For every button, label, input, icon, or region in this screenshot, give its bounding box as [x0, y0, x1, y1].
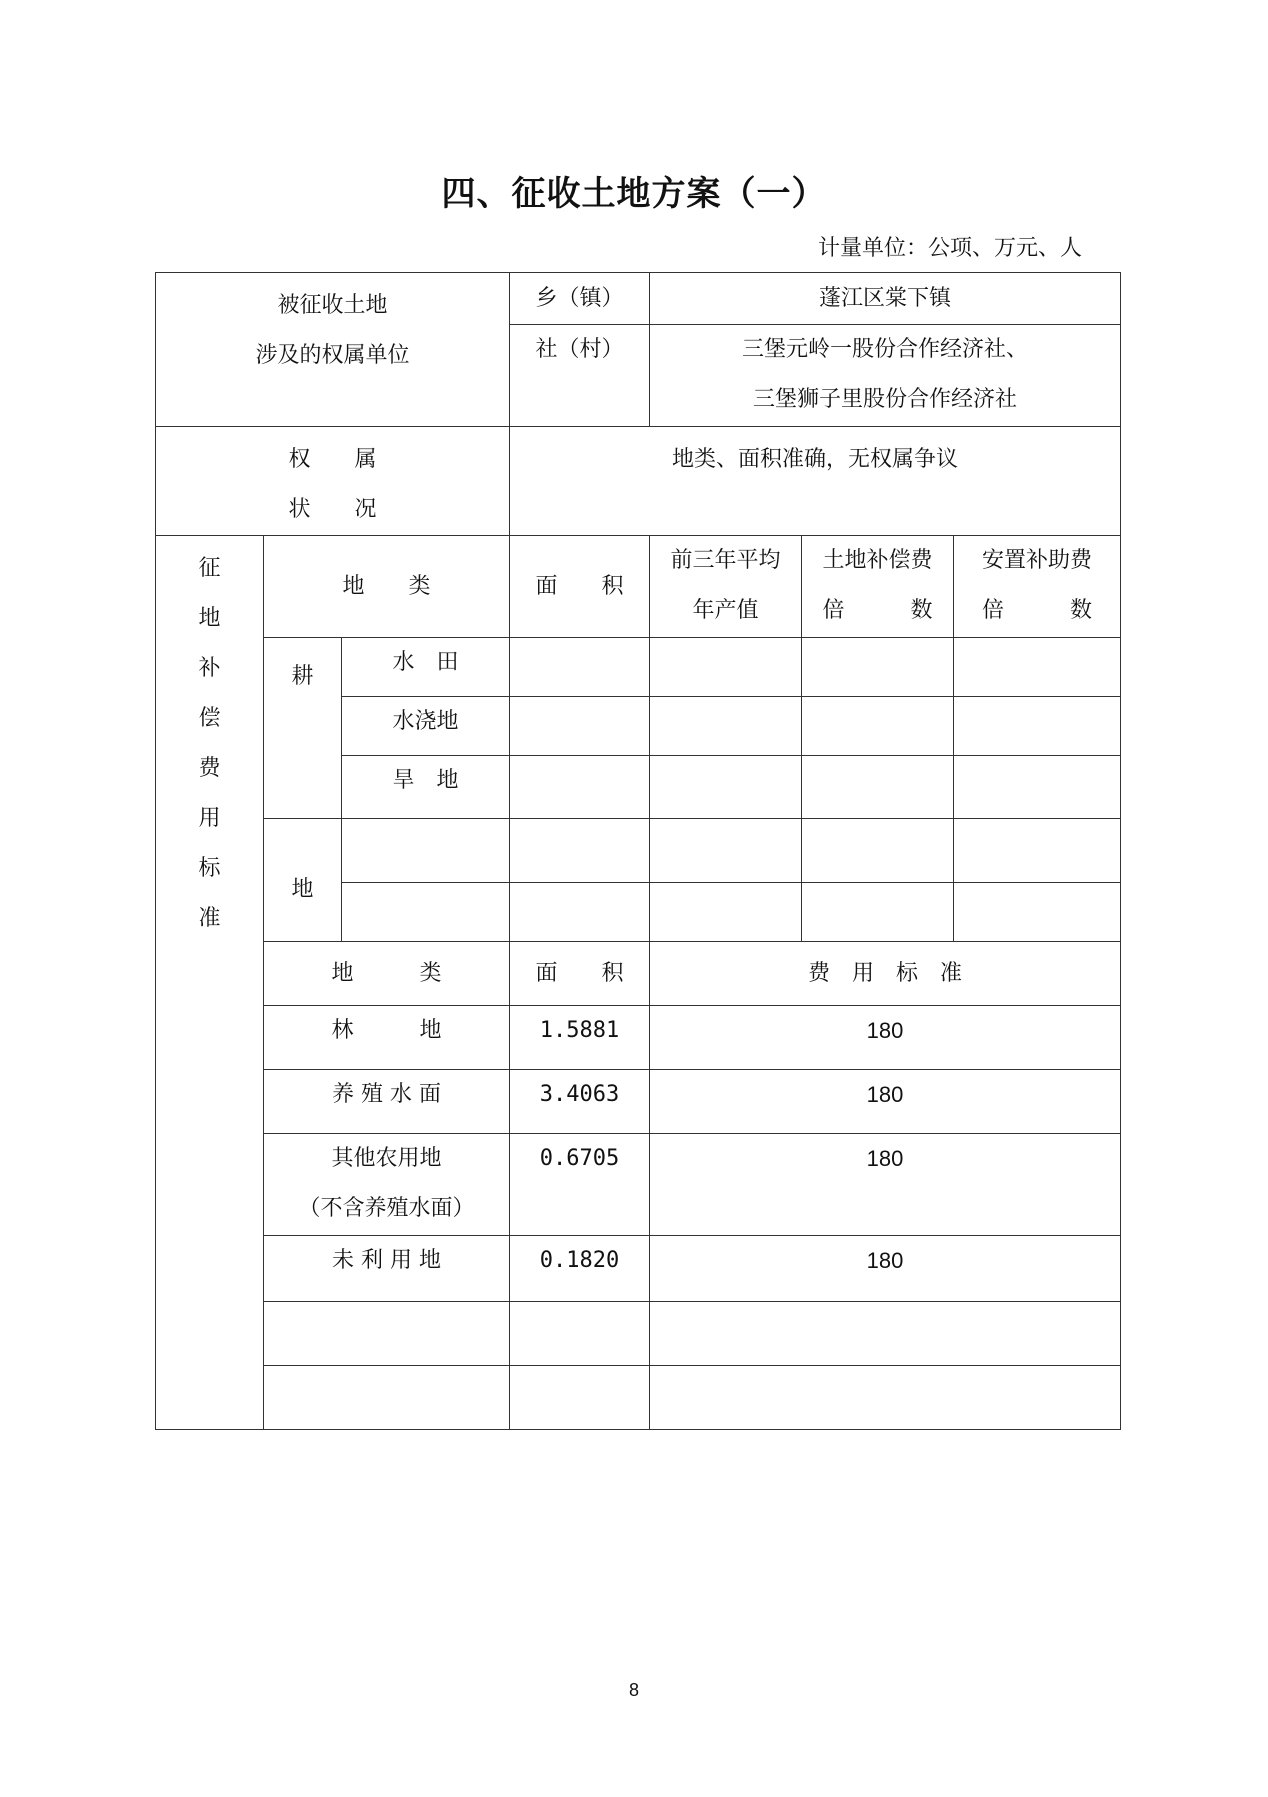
- ownership-unit-label: 被征收土地 涉及的权属单位: [156, 273, 510, 427]
- header-avg-output: 前三年平均 年产值: [650, 536, 802, 638]
- land-expropriation-table: [155, 272, 1121, 1430]
- fee-standard: 180: [650, 1006, 1121, 1070]
- cultivated-type: 水浇地: [342, 697, 510, 756]
- page-title: 四、征收土地方案（一）: [441, 174, 827, 214]
- land-type: 其他农用地 （不含养殖水面）: [264, 1134, 510, 1236]
- fee-standard: 180: [650, 1070, 1121, 1134]
- land-area: 0.1820: [510, 1236, 650, 1302]
- town-value: 蓬江区棠下镇: [650, 273, 1121, 325]
- table-row: [156, 1070, 1121, 1134]
- land-type: 林 地: [264, 1006, 510, 1070]
- ownership-status-label: 权 属 状 况: [156, 427, 510, 536]
- land-type: 养 殖 水 面: [264, 1070, 510, 1134]
- cultivated-label-top: 耕: [264, 638, 342, 819]
- measurement-unit: 计量单位：公项、万元、人: [817, 236, 1082, 261]
- village-label: 社（村）: [510, 325, 650, 427]
- land-area: 0.6705: [510, 1134, 650, 1236]
- table-row: [156, 1236, 1121, 1302]
- town-label: 乡（镇）: [510, 273, 650, 325]
- compensation-standard-label: 征 地 补 偿 费 用 标 准: [156, 536, 264, 1430]
- table-row: [156, 1134, 1121, 1236]
- cultivated-type: 旱 地: [342, 756, 510, 819]
- header-land-fee-multiple: 土地补偿费 倍 数: [802, 536, 954, 638]
- cultivated-type: 水 田: [342, 638, 510, 697]
- table-row: [156, 638, 1121, 697]
- land-area: 1.5881: [510, 1006, 650, 1070]
- table-row: [156, 1366, 1121, 1430]
- header-resettlement-fee-multiple: 安置补助费 倍 数: [954, 536, 1121, 638]
- land-type: 未 利 用 地: [264, 1236, 510, 1302]
- fee-standard: 180: [650, 1134, 1121, 1236]
- table-row: [156, 819, 1121, 883]
- ownership-status-value: 地类、面积准确，无权属争议: [510, 427, 1121, 536]
- page-number: 8: [628, 1680, 639, 1700]
- header-land-type: 地 类: [264, 536, 510, 638]
- table-row: [156, 1006, 1121, 1070]
- other-header-standard: 费 用 标 准: [650, 942, 1121, 1006]
- header-area: 面 积: [510, 536, 650, 638]
- cultivated-label-bottom: 地: [264, 819, 342, 942]
- village-value: 三堡元岭一股份合作经济社、 三堡狮子里股份合作经济社: [650, 325, 1121, 427]
- land-area: 3.4063: [510, 1070, 650, 1134]
- other-header-area: 面 积: [510, 942, 650, 1006]
- other-header-land-type: 地 类: [264, 942, 510, 1006]
- fee-standard: 180: [650, 1236, 1121, 1302]
- table-row: [156, 1302, 1121, 1366]
